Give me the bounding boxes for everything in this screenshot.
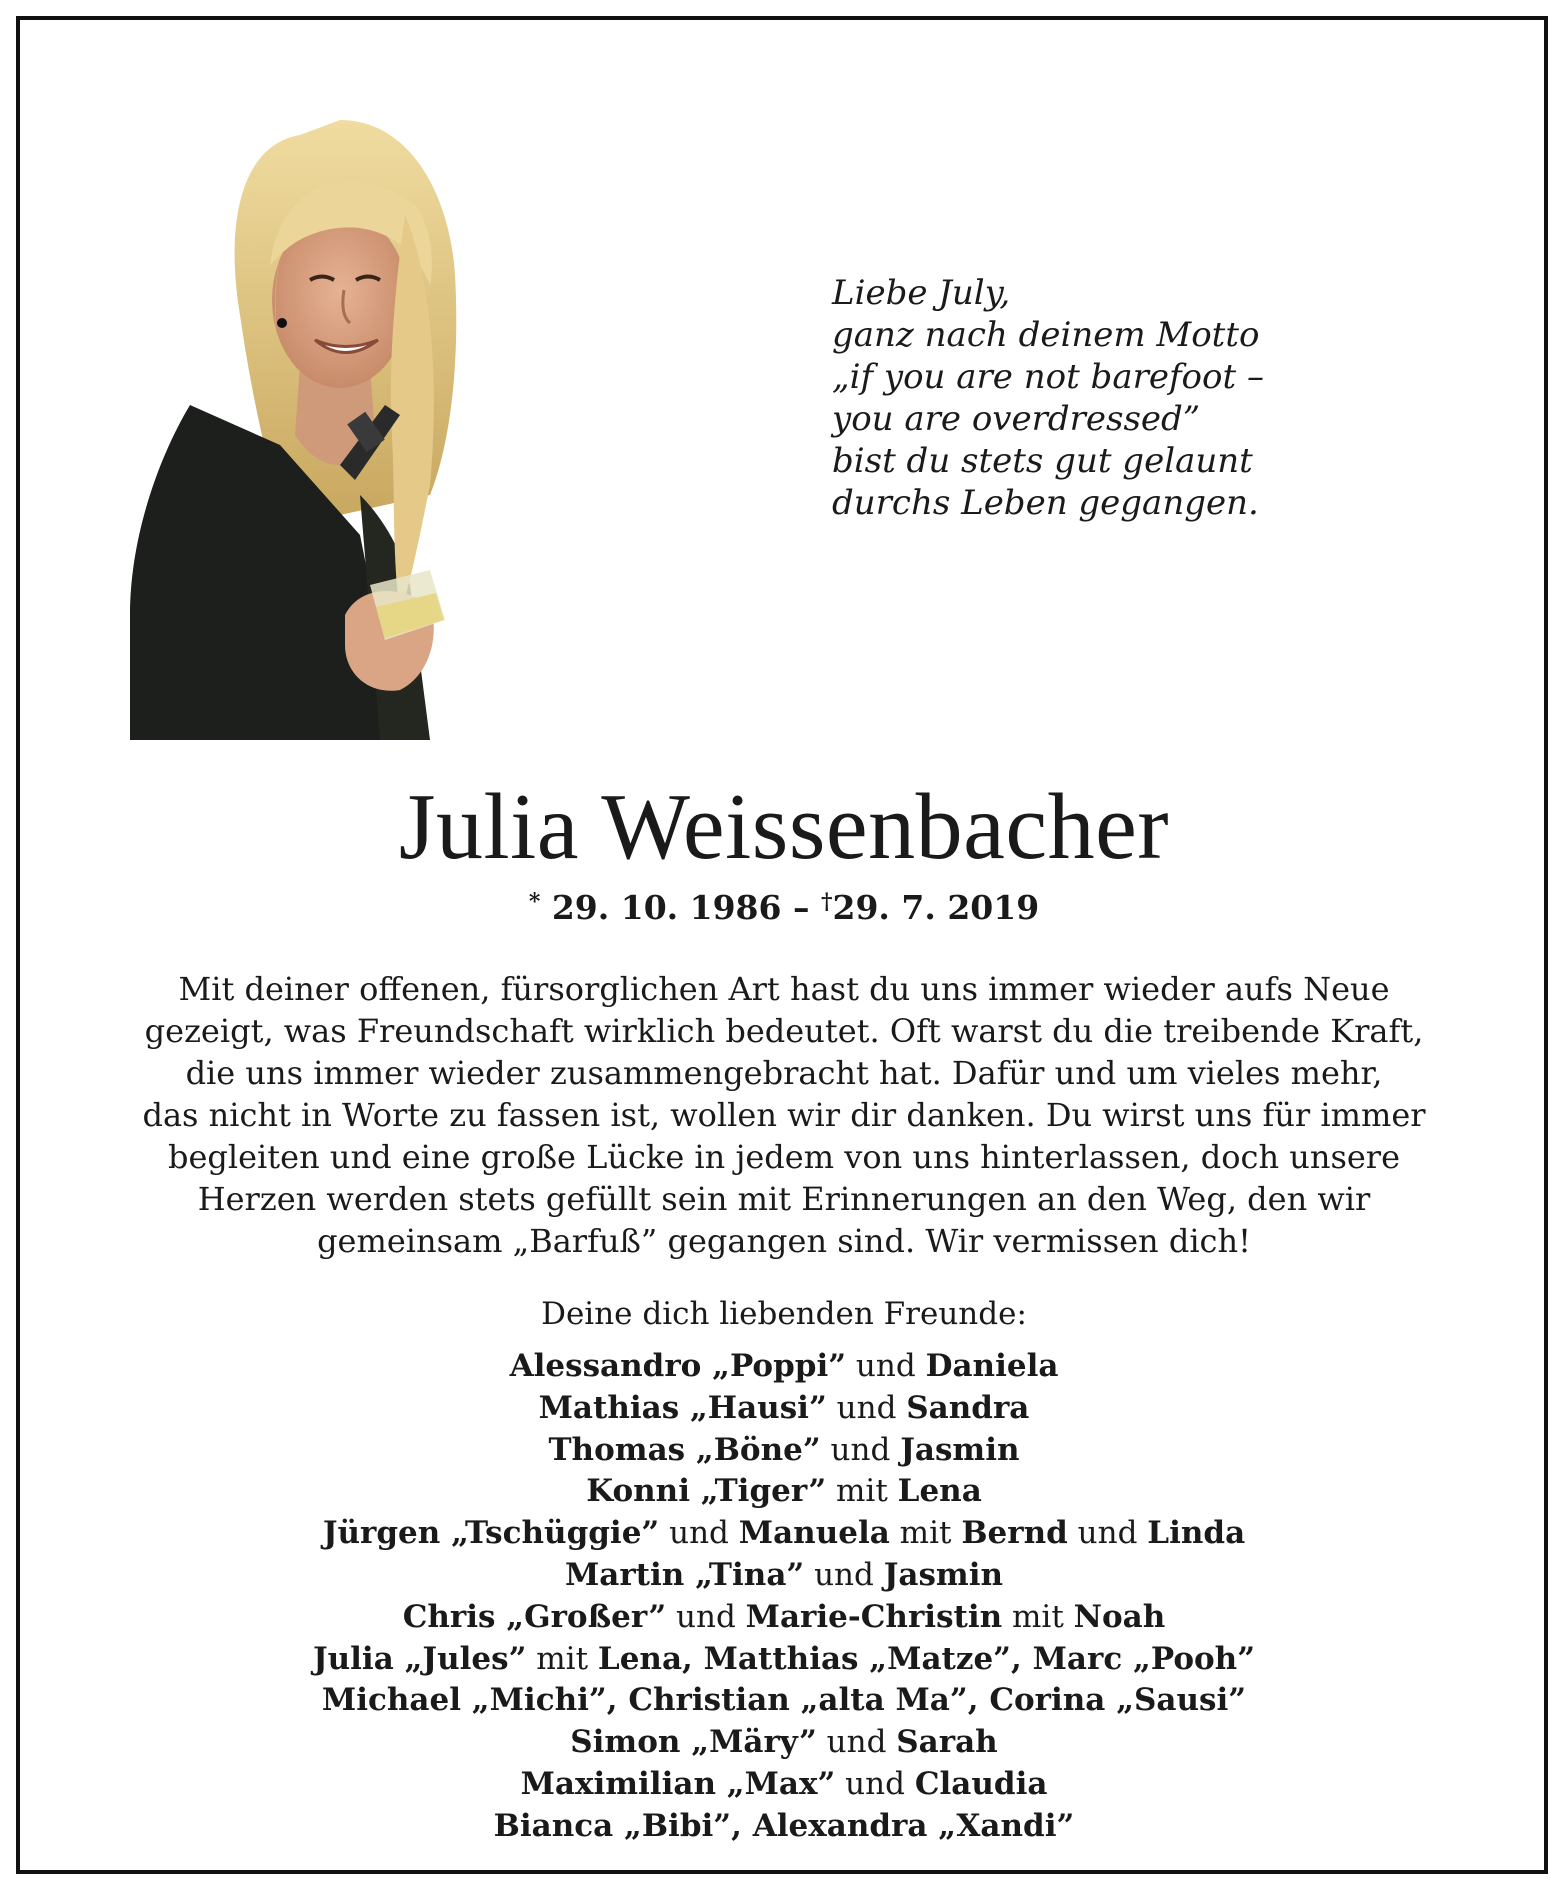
- portrait-photo: [130, 115, 515, 740]
- quote-line: bist du stets gut gelaunt: [832, 441, 1253, 481]
- message-line: begleiten und eine große Lücke in jedem von uns hinterlassen, doch unsere: [167, 1138, 1401, 1176]
- friend-line: [0, 1513, 1568, 1555]
- friend-name: Manuela: [738, 1515, 890, 1552]
- message-line: gemeinsam „Barfuß” gegangen sind. Wir vermissen dich!: [317, 1222, 1251, 1260]
- quote-line: durchs Leben gegangen.: [832, 483, 1259, 523]
- message-line: gezeigt, was Freundschaft wirklich bedeutet. Oft warst du die treibende Kraft,: [144, 1012, 1424, 1050]
- friend-name: Sandra: [906, 1389, 1030, 1426]
- quote-line: „if you are not barefoot –: [832, 357, 1264, 397]
- friend-name: Bianca „Bibi”, Alexandra „Xandi”: [493, 1807, 1075, 1844]
- friend-name: Maximilian „Max”: [520, 1765, 836, 1802]
- friend-line: [0, 1597, 1568, 1639]
- quote-line: Liebe July,: [832, 273, 1011, 313]
- portrait-illustration: [130, 115, 515, 740]
- friend-name: Bernd: [961, 1515, 1068, 1552]
- message-line: das nicht in Worte zu fassen ist, wollen wir dir danken. Du wirst uns für immer: [142, 1096, 1426, 1134]
- birth-symbol: *: [528, 889, 541, 915]
- friend-line: [0, 1764, 1568, 1806]
- friend-line: [0, 1388, 1568, 1430]
- message-line: Mit deiner offenen, fürsorglichen Art hast du uns immer wieder aufs Neue: [178, 970, 1390, 1008]
- quote-line: you are overdressed”: [832, 399, 1201, 439]
- death-date: 29. 7. 2019: [832, 888, 1040, 927]
- friend-line: [0, 1555, 1568, 1597]
- friend-name: Jürgen „Tschüggie”: [322, 1515, 660, 1552]
- signoff-line: Deine dich liebenden Freunde:: [541, 1296, 1027, 1332]
- friend-name: Michael „Michi”, Christian „alta Ma”, Corina „Sausi”: [321, 1682, 1247, 1719]
- message-line: die uns immer wieder zusammengebracht hat. Dafür und um vieles mehr,: [185, 1054, 1383, 1092]
- friend-name: Thomas „Böne”: [548, 1431, 821, 1468]
- friend-line: [0, 1346, 1568, 1388]
- motto-quote: [832, 272, 1392, 524]
- friend-connector: und: [816, 1724, 897, 1761]
- friend-name: Lena, Matthias „Matze”, Marc „Pooh”: [597, 1640, 1256, 1677]
- friend-connector: mit: [526, 1640, 598, 1677]
- friend-connector: und: [804, 1556, 884, 1593]
- death-symbol: †: [820, 889, 833, 915]
- quote-line: ganz nach deinem Motto: [832, 315, 1260, 355]
- friend-connector: und: [826, 1389, 907, 1426]
- deceased-name: Julia Weissenbacher: [398, 775, 1170, 879]
- friend-name: Alessandro „Poppi”: [509, 1348, 847, 1384]
- message-line: Herzen werden stets gefüllt sein mit Erinnerungen an den Weg, den wir: [197, 1180, 1371, 1218]
- friend-connector: und: [1067, 1515, 1148, 1552]
- friend-connector: und: [666, 1598, 746, 1635]
- friend-line: [0, 1430, 1568, 1472]
- friend-name: Jasmin: [900, 1431, 1020, 1468]
- friend-name: Martin „Tina”: [564, 1556, 805, 1593]
- friend-line: [0, 1471, 1568, 1513]
- friend-name: Noah: [1073, 1598, 1166, 1635]
- friend-name: Daniela: [925, 1348, 1059, 1384]
- friend-connector: mit: [826, 1473, 898, 1510]
- friend-name: Julia „Jules”: [312, 1640, 527, 1677]
- friend-name: Sarah: [896, 1724, 998, 1761]
- friend-name: Jasmin: [883, 1556, 1004, 1593]
- friend-name: Mathias „Hausi”: [538, 1389, 827, 1426]
- friend-connector: und: [820, 1431, 901, 1468]
- friend-line: [0, 1722, 1568, 1764]
- date-separator: –: [792, 888, 810, 927]
- friend-line: [0, 1680, 1568, 1722]
- life-dates: [0, 888, 1568, 928]
- friend-name: Simon „Märy”: [570, 1724, 817, 1761]
- birth-date: 29. 10. 1986: [551, 888, 782, 927]
- tribute-message: [80, 968, 1488, 1262]
- friend-name: Marie-Christin: [745, 1598, 1003, 1635]
- friend-name: Chris „Großer”: [402, 1598, 667, 1635]
- friend-name: Lena: [897, 1473, 982, 1510]
- friend-connector: mit: [1002, 1598, 1074, 1635]
- friend-connector: mit: [889, 1515, 962, 1552]
- friend-name: Claudia: [914, 1765, 1048, 1802]
- friend-line: [0, 1639, 1568, 1681]
- friend-connector: und: [835, 1765, 915, 1802]
- friend-connector: und: [846, 1348, 926, 1384]
- friend-name: Konni „Tiger”: [586, 1473, 827, 1510]
- friend-line: [0, 1806, 1568, 1848]
- friends-list: [0, 1346, 1568, 1848]
- friend-name: Linda: [1147, 1515, 1246, 1552]
- friend-connector: und: [659, 1515, 739, 1552]
